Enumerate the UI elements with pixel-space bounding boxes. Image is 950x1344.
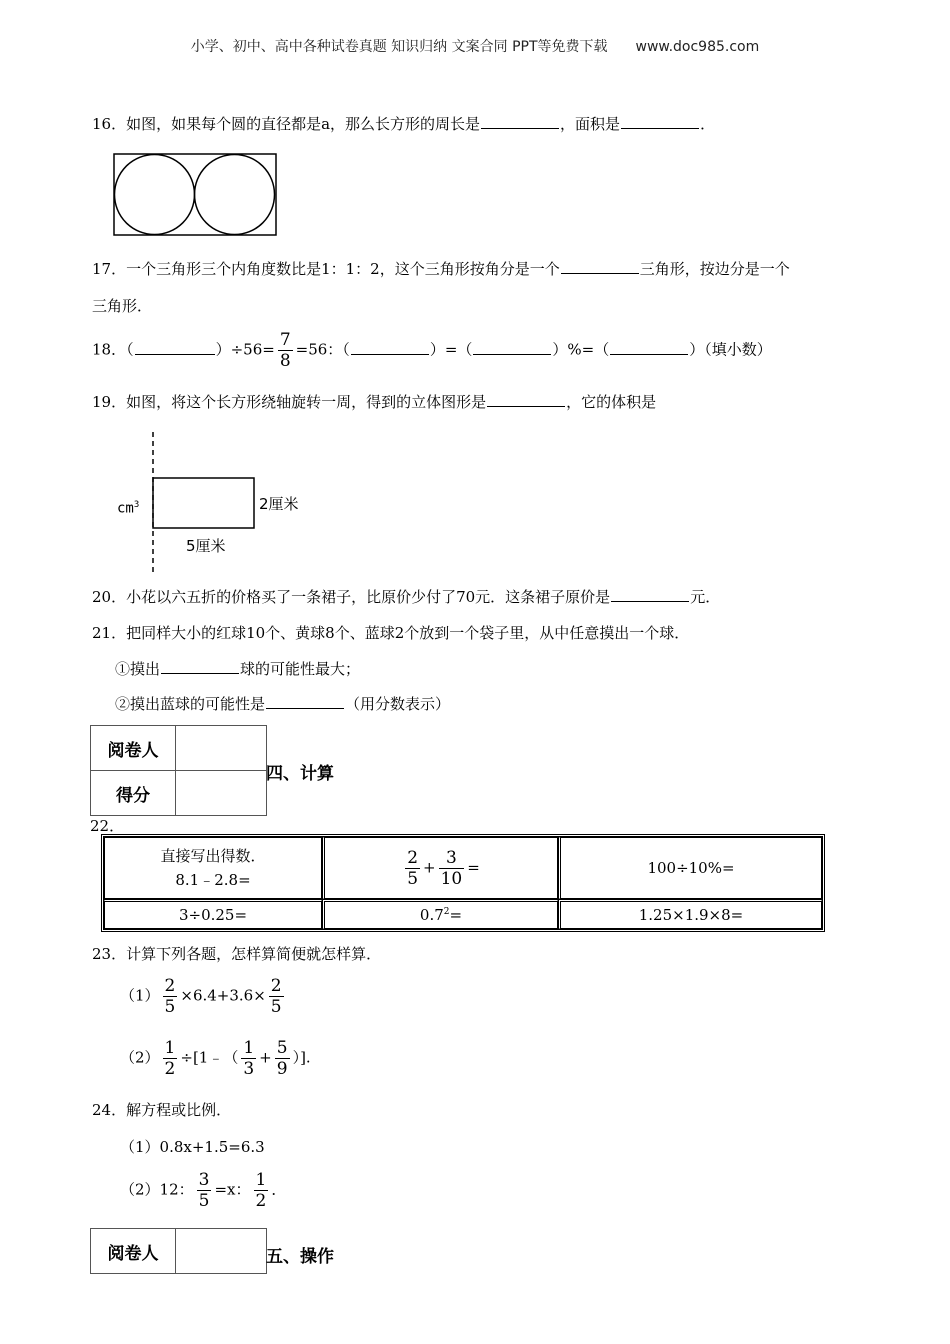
equals: =	[449, 906, 463, 924]
section-title-2: 五、操作	[266, 1247, 334, 1267]
q23-part2	[120, 1038, 311, 1079]
question-20	[92, 586, 720, 607]
answer-blank[interactable]	[473, 340, 551, 355]
reviewer-label: 阅卷人	[91, 726, 176, 771]
q16-mid: ，面积是	[560, 115, 621, 133]
q21-sub1-b: 球的可能性最大；	[240, 660, 361, 678]
question-21: 21．把同样大小的红球10个、黄球8个、蓝球2个放到一个袋子里，从中任意摸出一个球．	[92, 624, 690, 642]
fraction	[275, 1038, 290, 1079]
denominator: 5	[270, 997, 282, 1017]
q17-line2: 三角形．	[92, 297, 153, 315]
q21-sub1	[115, 658, 360, 679]
calc-cell: 3÷0.25=	[104, 899, 322, 929]
reviewer-label: 阅卷人	[91, 1229, 176, 1274]
question-24: 24．解方程或比例．	[92, 1101, 232, 1119]
q23-part1	[120, 976, 287, 1017]
q17-text-b: 三角形，按边分是一个	[639, 260, 790, 278]
calc-instruction: 直接写出得数．	[160, 847, 266, 865]
q21-sub2-b: （用分数表示）	[345, 695, 451, 713]
fraction	[254, 1170, 269, 1211]
denominator: 5	[407, 868, 419, 889]
denominator: 9	[276, 1059, 288, 1079]
answer-blank[interactable]	[161, 659, 239, 674]
calc-expr: 8.1﹣2.8=	[175, 871, 251, 889]
question-18	[92, 330, 772, 371]
part-label: （2）12：	[120, 1180, 194, 1199]
unit-label	[117, 500, 139, 517]
unit-sup: 3	[133, 500, 140, 510]
fraction	[197, 1170, 212, 1211]
q19-text: 19．如图，将这个长方形绕轴旋转一周，得到的立体图形是	[92, 393, 487, 411]
score-label: 得分	[91, 771, 176, 816]
denominator: 8	[279, 351, 291, 371]
q20-end: 元．	[690, 588, 721, 606]
calc-cell	[322, 837, 558, 899]
answer-blank[interactable]	[621, 114, 699, 129]
q19-end: ，它的体积是	[566, 393, 657, 411]
numerator: 7	[279, 330, 291, 350]
fraction	[163, 1038, 178, 1079]
operator: +	[423, 858, 436, 876]
numerator: 3	[439, 848, 465, 869]
q22-label: 22．	[90, 817, 125, 835]
question-17	[92, 258, 790, 279]
answer-blank[interactable]	[610, 340, 688, 355]
numerator: 1	[164, 1038, 176, 1058]
q18-part: ）（填小数）	[689, 340, 772, 359]
calc-cell: 100÷10%=	[558, 837, 822, 899]
fraction	[163, 976, 178, 1017]
reviewer-cell[interactable]	[176, 1229, 267, 1274]
answer-blank[interactable]	[481, 114, 559, 129]
numerator: 2	[407, 847, 419, 868]
bottom-label: 5厘米	[186, 537, 226, 555]
expr: ÷[1﹣（	[180, 1048, 239, 1067]
superscript: 2	[443, 907, 450, 917]
denominator: 2	[164, 1059, 176, 1079]
q24-part1: （1）0.8x+1.5=6.3	[120, 1138, 265, 1156]
q21-sub2-a: ②摸出蓝球的可能性是	[115, 695, 266, 713]
question-23: 23．计算下列各题，怎样算简便就怎样算．	[92, 945, 382, 963]
expr-end: ．	[271, 1180, 287, 1199]
q18-part: ）÷56=	[215, 340, 275, 359]
answer-blank[interactable]	[487, 392, 565, 407]
calc-cell	[104, 837, 322, 899]
page-header: 小学、初中、高中各种试卷真题 知识归纳 文案合同 PPT等免费下载 www.doc985.com	[190, 39, 760, 55]
expr: =x：	[214, 1180, 251, 1199]
answer-blank[interactable]	[135, 340, 215, 355]
operator: +	[259, 1048, 272, 1067]
section-title: 四、计算	[266, 764, 334, 784]
fraction	[439, 848, 465, 889]
side-label: 2厘米	[259, 495, 299, 513]
fraction	[278, 330, 293, 371]
reviewer-cell[interactable]	[176, 726, 267, 771]
calc-cell: 1.25×1.9×8=	[558, 899, 822, 929]
numerator: 5	[276, 1038, 288, 1058]
answer-blank[interactable]	[351, 340, 429, 355]
denominator: 2	[255, 1191, 267, 1211]
q16-text: 16．如图，如果每个圆的直径都是a，那么长方形的周长是	[92, 115, 481, 133]
denominator: 10	[440, 868, 463, 889]
q21-sub1-a: ①摸出	[115, 660, 161, 678]
q18-part: ）%=（	[552, 340, 610, 359]
q24-part2	[120, 1170, 286, 1211]
numerator: 2	[164, 976, 176, 996]
q18-part: ）=（	[429, 340, 473, 359]
question-19	[92, 391, 656, 412]
expr-end: ）].	[292, 1048, 311, 1067]
q21-sub2	[115, 693, 450, 714]
grader-table-2	[90, 1228, 267, 1274]
score-cell[interactable]	[176, 771, 267, 816]
question-16	[92, 113, 715, 134]
unit-text: cm	[117, 500, 134, 517]
q18-part: =56：（	[295, 340, 350, 359]
fraction	[269, 976, 284, 1017]
fraction	[405, 848, 420, 889]
equals: =	[467, 858, 480, 876]
q17-text: 17．一个三角形三个内角度数比是1：1：2，这个三角形按角分是一个	[92, 260, 560, 278]
numerator: 2	[270, 976, 282, 996]
q20-text: 20．小花以六五折的价格买了一条裙子，比原价少付了70元．这条裙子原价是	[92, 588, 611, 606]
denominator: 5	[198, 1191, 210, 1211]
part-label: （1）	[120, 986, 160, 1005]
calc-table	[101, 834, 825, 932]
denominator: 3	[243, 1059, 255, 1079]
fraction	[241, 1038, 256, 1079]
q16-end: ．	[700, 115, 716, 133]
numerator: 3	[198, 1170, 210, 1190]
answer-blank[interactable]	[611, 587, 689, 602]
expr: ×6.4+3.6×	[180, 986, 266, 1005]
answer-blank[interactable]	[561, 259, 639, 274]
grader-table	[90, 725, 267, 816]
calc-cell	[322, 899, 558, 929]
denominator: 5	[164, 997, 176, 1017]
numerator: 1	[243, 1038, 255, 1058]
part-label: （2）	[120, 1048, 160, 1067]
calc-expr: 0.7	[419, 906, 444, 924]
q18-prefix: 18．（	[92, 340, 134, 359]
answer-blank[interactable]	[266, 694, 344, 709]
numerator: 1	[255, 1170, 267, 1190]
rectangle-circles-figure	[113, 153, 279, 237]
